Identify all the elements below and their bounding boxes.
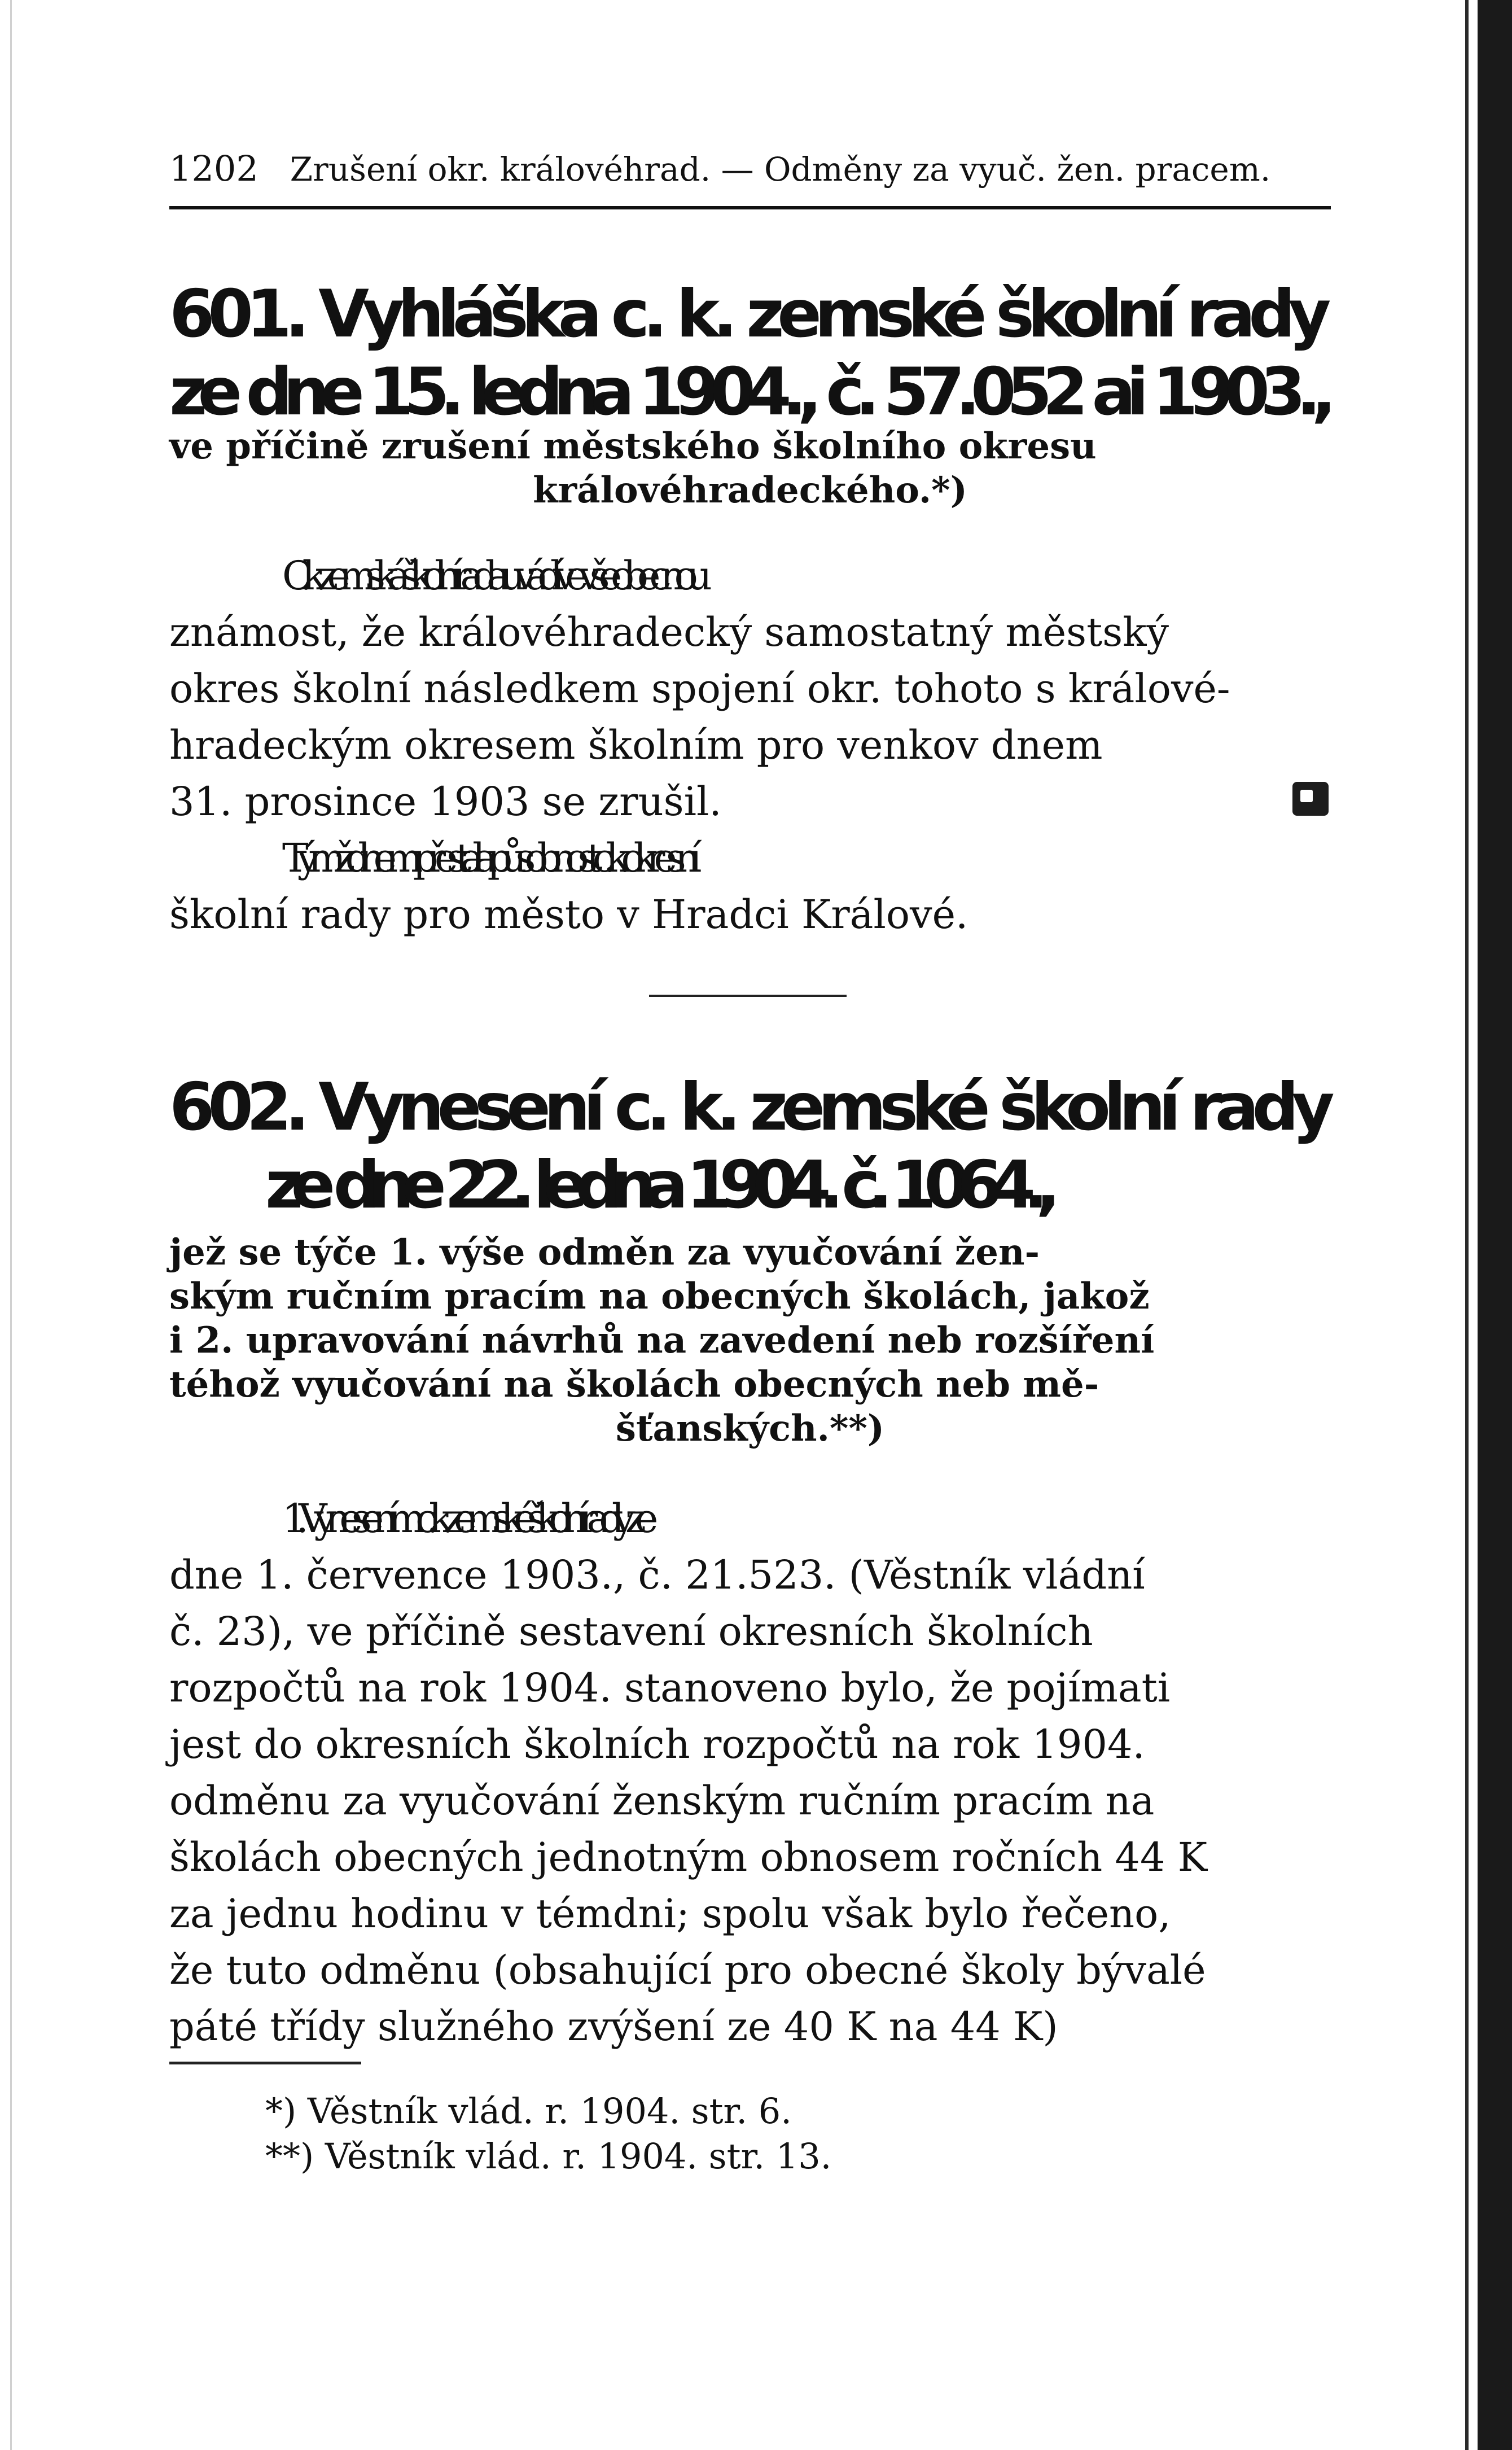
section-602-title: [169, 1069, 1331, 1224]
body-line: Týmž dnem přestala působnost c. k. okresní: [282, 835, 691, 881]
body-line: páté třídy služného zvýšení ze 40 K na 44 K): [169, 2003, 1058, 2050]
body-line: hradeckým okresem školním pro venkov dnem: [169, 722, 1103, 768]
subhead-line: téhož vyučování na školách obecných neb mě-: [169, 1363, 1099, 1406]
body-line: dne 1. července 1903., č. 21.523. (Věstník vládní: [169, 1552, 1145, 1598]
page-number: 1202: [169, 148, 258, 189]
title-line: 602. Vynesení c. k. zemské školní rady: [169, 1069, 1328, 1145]
body-line: školách obecných jednotným obnosem ročních 44 K: [169, 1834, 1208, 1880]
subhead-line: jež se týče 1. výše odměn za vyučování žen-: [169, 1231, 1040, 1274]
footnote: **) Věstník vlád. r. 1904. str. 13.: [265, 2136, 832, 2177]
section-602-body: [169, 1490, 1331, 2055]
body-line: 31. prosince 1903 se zrušil.: [169, 778, 722, 825]
body-line: školní rady pro město v Hradci Králové.: [169, 891, 968, 938]
section-601-title: [169, 275, 1331, 431]
body-line: známost, že královéhradecký samostatný městský: [169, 609, 1169, 655]
subhead-line: ve příčině zrušení městského školního okresu: [169, 425, 1097, 467]
subhead-line: ským ručním pracím na obecných školách, jakož: [169, 1275, 1150, 1318]
footnote-rule: [169, 2062, 361, 2064]
body-line: za jednu hodinu v témdni; spolu však bylo řečeno,: [169, 1891, 1171, 1937]
body-line: 1. Vynesením c. k. zemské školní rady ze: [282, 1495, 647, 1542]
body-line: odměnu za vyučování ženským ručním pracím na: [169, 1778, 1155, 1824]
body-line: okres školní následkem spojení okr. tohoto s králové-: [169, 666, 1230, 712]
body-line: C. k. zemská školní rada uvádí ve všeobecnou: [282, 553, 701, 599]
section-602-subhead: [169, 1231, 1331, 1451]
page-edge-line: [1465, 0, 1469, 2450]
title-line: 601. Vyhláška c. k. zemské školní rady: [169, 276, 1324, 352]
running-title: Zrušení okr. královéhrad. — Odměny za vyuč. žen. pracem.: [290, 150, 1271, 189]
section-601-body: [169, 548, 1331, 943]
body-line: č. 23), ve příčině sestavení okresních školních: [169, 1608, 1093, 1655]
running-head: [169, 148, 1331, 189]
subhead-line: i 2. upravování návrhů na zavedení neb rozšíření: [169, 1319, 1155, 1362]
page-edge-right: [1478, 0, 1512, 2450]
print-mark-icon: [1292, 782, 1329, 816]
footnotes: [265, 2089, 1281, 2179]
header-rule: [169, 206, 1331, 209]
footnote: *) Věstník vlád. r. 1904. str. 6.: [265, 2090, 792, 2132]
section-601-subhead: [169, 425, 1331, 513]
section-separator: [649, 995, 847, 997]
body-line: jest do okresních školních rozpočtů na rok 1904.: [169, 1721, 1145, 1768]
title-line: ze dne 22. ledna 1904. č. 1064.,: [265, 1147, 1049, 1223]
subhead-line: královéhradeckého.*): [533, 469, 967, 511]
title-line: ze dne 15. ledna 1904., č. 57.052 ai 1903.,: [169, 354, 1327, 430]
subhead-line: šťanských.**): [615, 1407, 885, 1450]
page-edge-left: [10, 0, 12, 2450]
body-line: že tuto odměnu (obsahující pro obecné školy bývalé: [169, 1947, 1206, 1993]
body-line: rozpočtů na rok 1904. stanoveno bylo, že pojímati: [169, 1665, 1171, 1711]
